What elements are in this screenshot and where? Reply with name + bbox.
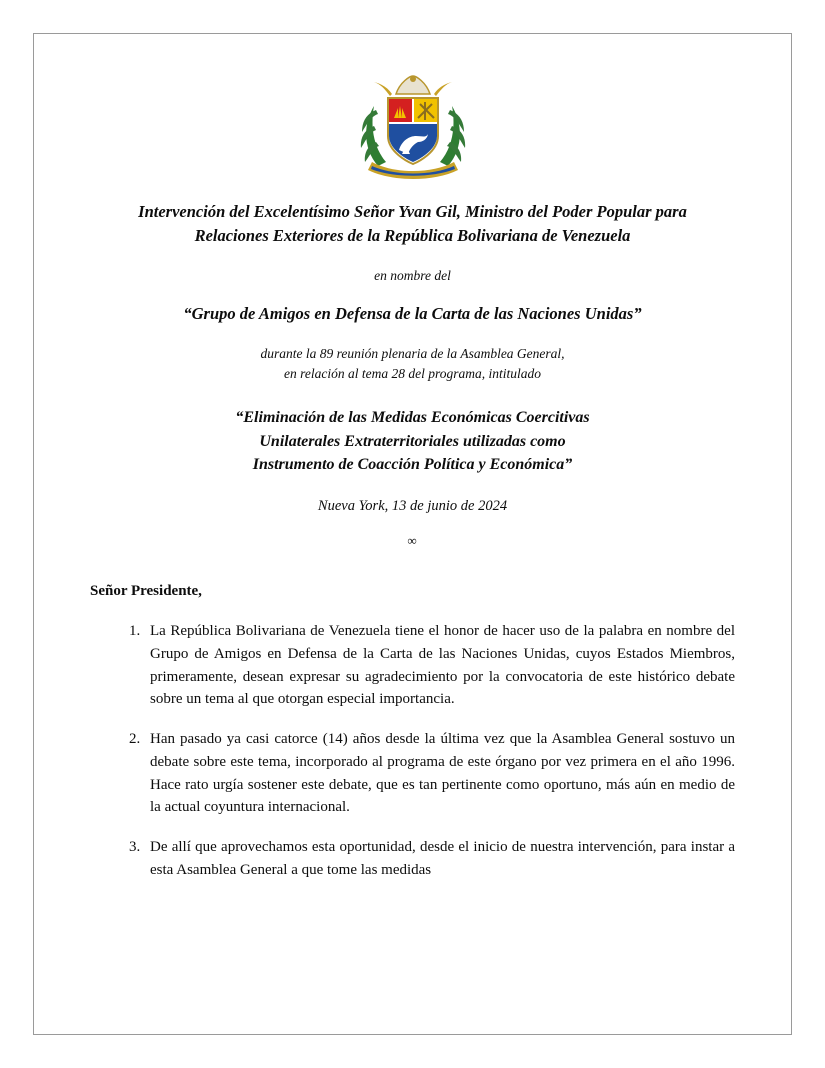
place-and-date: Nueva York, 13 de junio de 2024 [317, 497, 508, 514]
coat-of-arms-icon [90, 70, 735, 190]
agenda-item-title [90, 406, 735, 476]
salutation: Señor Presidente, [90, 582, 202, 599]
group-name: “Grupo de Amigos en Defensa de la Carta de las Naciones Unidas” [183, 303, 642, 323]
meeting-info-line-2: en relación al tema 28 del programa, intitulado [284, 366, 541, 382]
list-item: 2. Han pasado ya casi catorce (14) años desde la última vez que la Asamblea General sostuvo un debate sobre este tema, incorporado al programa de este órgano por vez primera en el año 1996. Hace rato urgía sostener este debate, que es tan pertinente como oportuno, más aún en medio de la actual coyuntura internacional. [144, 728, 735, 819]
meeting-info-line-1: durante la 89 reunión plenaria de la Asamblea General, [260, 345, 565, 361]
agenda-title-line-2: Unilaterales Extraterritoriales utilizadas como [259, 432, 566, 450]
title-block [90, 200, 735, 549]
agenda-title-line-3: Instrumento de Coacción Política y Económica” [252, 455, 573, 473]
meeting-info [90, 344, 735, 385]
agenda-title-line-1: “Eliminación de las Medidas Económicas Coercitivas [235, 409, 590, 427]
document-content [90, 70, 735, 899]
document-title: Intervención del Excelentísimo Señor Yvan Gil, Ministro del Poder Popular para Relaciones Exteriores de la República Bolivariana de Venezuela [138, 202, 687, 245]
list-item: 3. De allí que aprovechamos esta oportunidad, desde el inicio de nuestra intervención, para instar a esta Asamblea General a que tome las medidas [144, 836, 735, 882]
numbered-paragraph-list [90, 620, 735, 882]
divider-glyph: ∞ [407, 532, 418, 548]
on-behalf-label: en nombre del [374, 267, 451, 283]
list-item: 1. La República Bolivariana de Venezuela tiene el honor de hacer uso de la palabra en nombre del Grupo de Amigos en Defensa de la Carta de las Naciones Unidas, cuyos Estados Miembros, primeramente, desean expresar su agradecimiento por la convocatoria de este histórico debate sobre un tema al que otorgan especial importancia. [144, 620, 735, 711]
